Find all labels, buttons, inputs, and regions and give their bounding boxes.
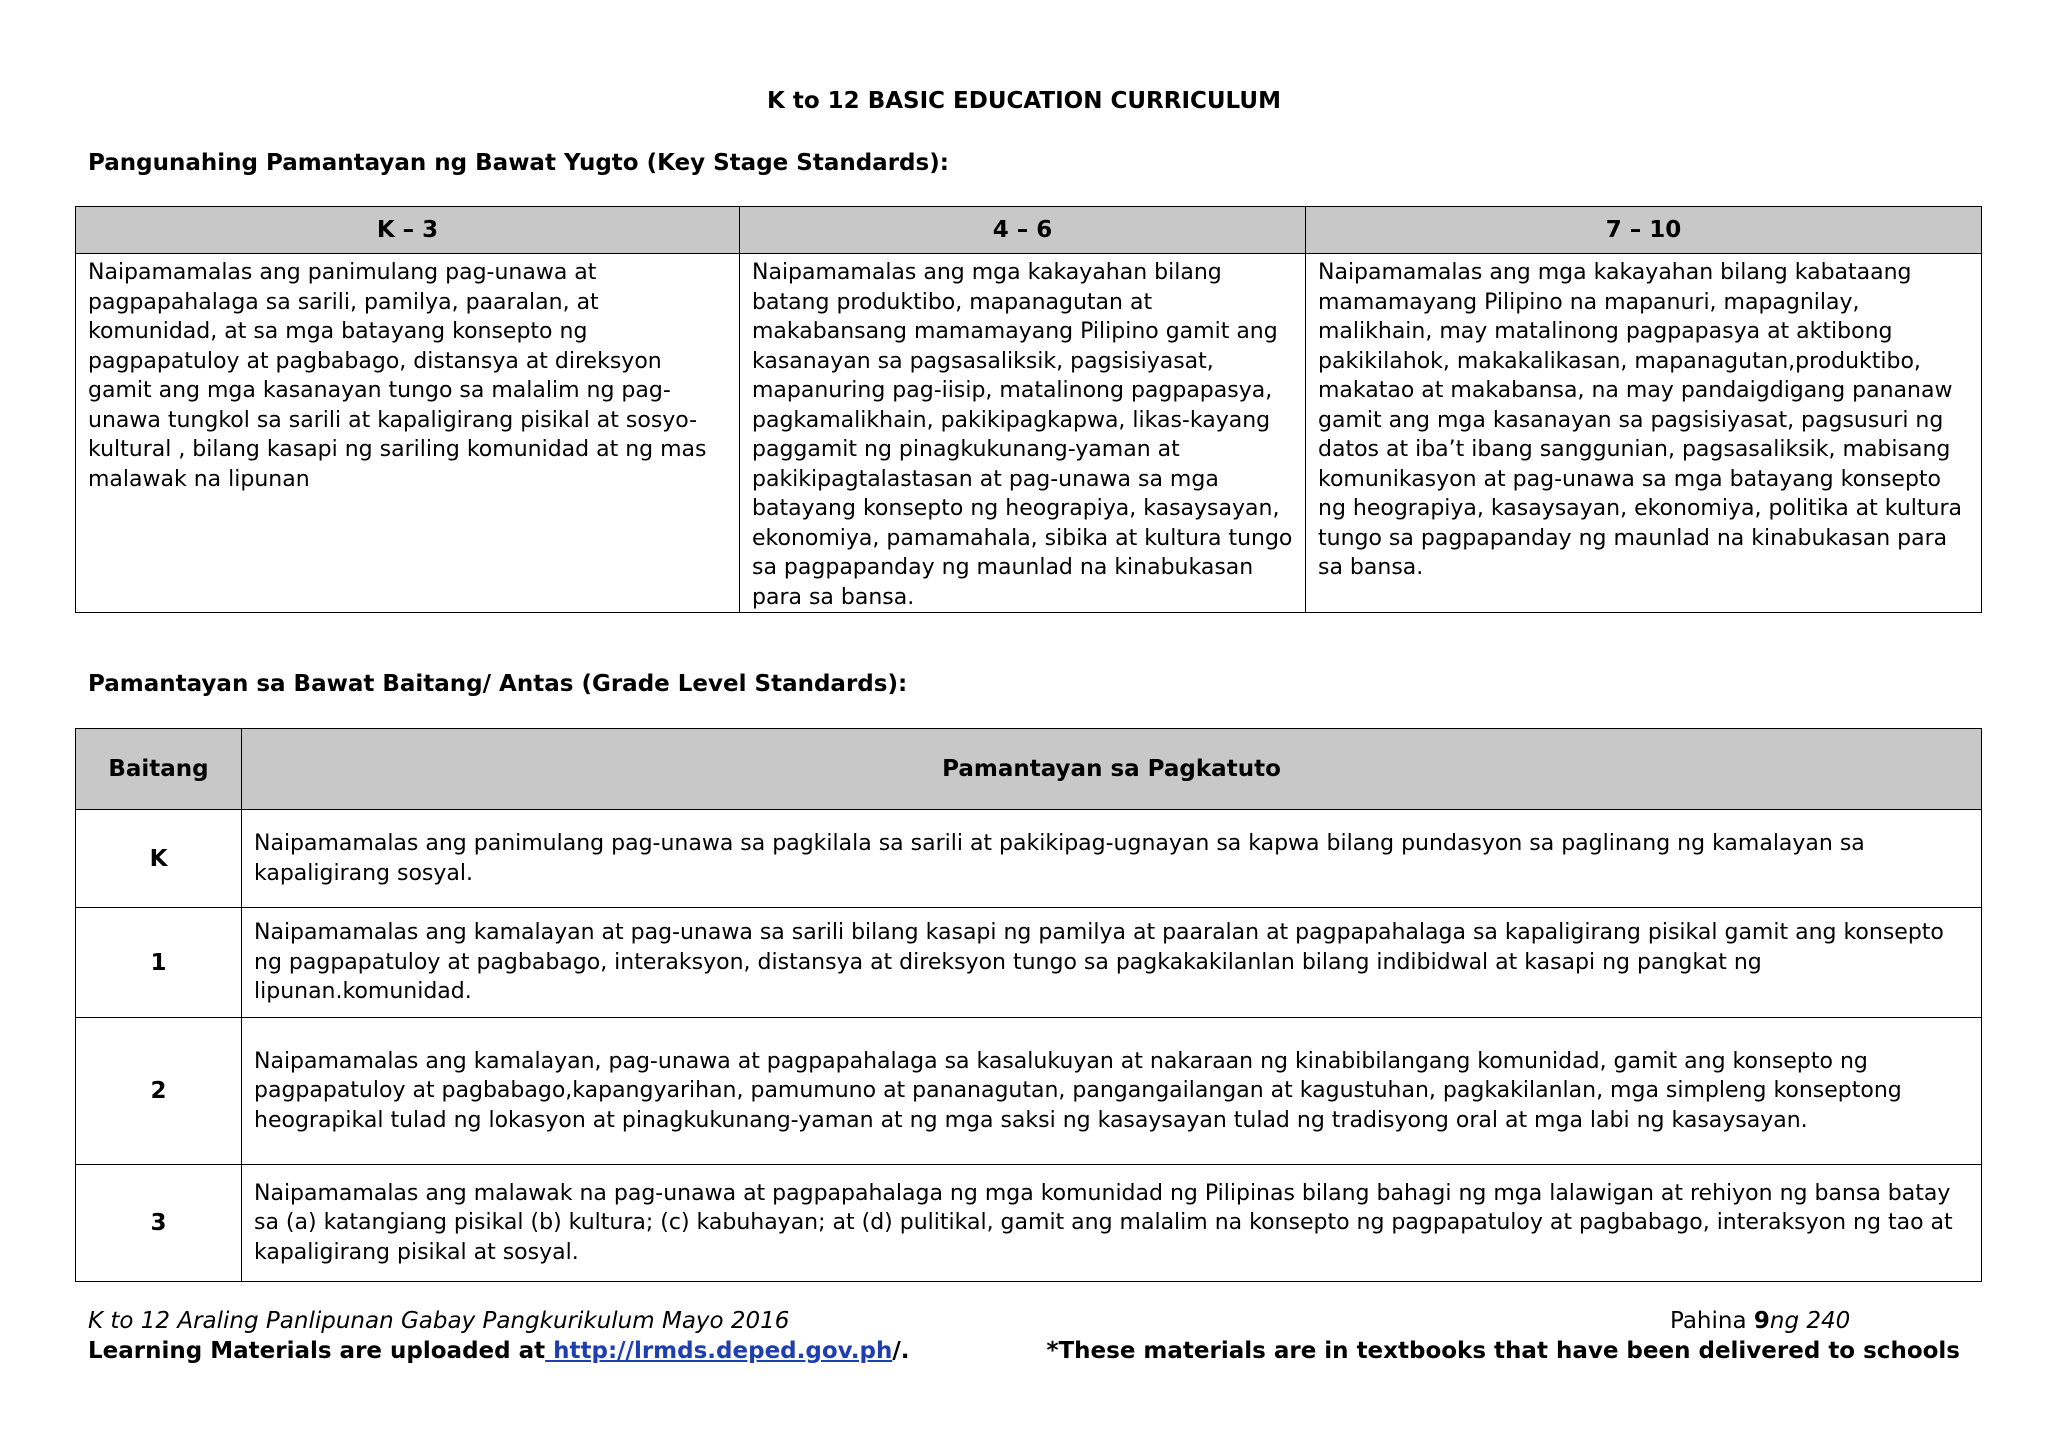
key-stage-header-row [76,207,1982,254]
grade-label: 3 [76,1165,242,1282]
document-title: K to 12 BASIC EDUCATION CURRICULUM [767,88,1281,114]
grade-level-header-row [76,729,1982,810]
key-stage-col-7-10: 7 – 10 [1306,207,1982,254]
footer-textbook-note: *These materials are in textbooks that have been delivered to schools [1046,1338,1960,1364]
grade-standard: Naipamamalas ang kamalayan at pag-unawa sa sarili bilang kasapi ng pamilya at paaralan at pagpapahalaga sa kapaligirang pisikal gamit ang konsepto ng pagpapatuloy at pagbabago, interaksyon, distansya at direksyon tungo sa pagkakakilanlan bilang indibidwal at kasapi ng pangkat ng lipunan.komunidad. [242,908,1982,1018]
key-stage-col-4-6: 4 – 6 [740,207,1306,254]
grade-standard: Naipamamalas ang malawak na pag-unawa at pagpapahalaga ng mga komunidad ng Pilipinas bilang bahagi ng mga lalawigan at rehiyon ng bansa batay sa (a) katangiang pisikal (b) kultura; (c) kabuhayan; at (d) pulitikal, gamit ang malalim na konsepto ng pagpapatuloy at pagbabago, interaksyon ng tao at kapaligirang pisikal at sosyal. [242,1165,1982,1282]
grade-level-heading: Pamantayan sa Bawat Baitang/ Antas (Grade Level Standards): [88,671,908,697]
page-prefix: Pahina [1670,1308,1754,1334]
grade-label: K [76,810,242,908]
grade-level-table [75,728,1982,1282]
table-row [76,908,1982,1018]
key-stage-cell-k3: Naipamamalas ang panimulang pag-unawa at pagpapahalaga sa sarili, pamilya, paaralan, at komunidad, at sa mga batayang konsepto ng pagpapatuloy at pagbabago, distansya at direksyon gamit ang mga kasanayan tungo sa malalim ng pag-unawa tungkol sa sarili at kapaligirang pisikal at sosyo-kultural , bilang kasapi ng sariling komunidad at ng mas malawak na lipunan [76,254,740,613]
upload-text: Learning Materials are uploaded at [88,1338,546,1364]
grade-label: 2 [76,1018,242,1165]
key-stage-cell-4-6: Naipamamalas ang mga kakayahan bilang batang produktibo, mapanagutan at makabansang mamamayang Pilipino gamit ang kasanayan sa pagsasaliksik, pagsisiyasat, mapanuring pag-iisip, matalinong pagpapasya, pagkamalikhain, pakikipagkapwa, likas-kayang paggamit ng pinagkukunang-yaman at pakikipagtalastasan at pag-unawa sa mga batayang konsepto ng heograpiya, kasaysayan, ekonomiya, pamamahala, sibika at kultura tungo sa pagpapanday ng maunlad na kinabukasan para sa bansa. [740,254,1306,613]
key-stage-col-k3: K – 3 [76,207,740,254]
key-stage-table [75,206,1982,613]
table-row [76,810,1982,908]
lrmds-link[interactable]: http://lrmds.deped.gov.ph [545,1338,893,1364]
page-total: ng 240 [1769,1308,1851,1334]
footer-guide-title: K to 12 Araling Panlipunan Gabay Pangkurikulum Mayo 2016 [88,1308,790,1334]
link-suffix: /. [892,1338,910,1364]
footer-upload-note [88,1338,909,1364]
grade-standard: Naipamamalas ang kamalayan, pag-unawa at pagpapahalaga sa kasalukuyan at nakaraan ng kinabibilangang komunidad, gamit ang konsepto ng pagpapatuloy at pagbabago,kapangyarihan, pamumuno at pananagutan, pangangailangan at kagustuhan, pagkakilanlan, mga simpleng konseptong heograpikal tulad ng lokasyon at pinagkukunang-yaman at ng mga saksi ng kasaysayan tulad ng tradisyong oral at mga labi ng kasaysayan. [242,1018,1982,1165]
grade-column-header: Baitang [76,729,242,810]
key-stage-heading: Pangunahing Pamantayan ng Bawat Yugto (Key Stage Standards): [88,150,949,176]
footer-page-number [1670,1308,1850,1334]
current-page: 9 [1753,1308,1770,1334]
standard-column-header: Pamantayan sa Pagkatuto [242,729,1982,810]
key-stage-cell-7-10: Naipamamalas ang mga kakayahan bilang kabataang mamamayang Pilipino na mapanuri, mapagnilay, malikhain, may matalinong pagpapasya at aktibong pakikilahok, makakalikasan, mapanagutan,produktibo, makatao at makabansa, na may pandaigdigang pananaw gamit ang mga kasanayan sa pagsisiyasat, pagsusuri ng datos at iba’t ibang sanggunian, pagsasaliksik, mabisang komunikasyon at pag-unawa sa mga batayang konsepto ng heograpiya, kasaysayan, ekonomiya, politika at kultura tungo sa pagpapanday ng maunlad na kinabukasan para sa bansa. [1306,254,1982,613]
grade-standard: Naipamamalas ang panimulang pag-unawa sa pagkilala sa sarili at pakikipag-ugnayan sa kapwa bilang pundasyon sa paglinang ng kamalayan sa kapaligirang sosyal. [242,810,1982,908]
table-row [76,1018,1982,1165]
table-row [76,1165,1982,1282]
key-stage-body-row [76,254,1982,613]
grade-label: 1 [76,908,242,1018]
